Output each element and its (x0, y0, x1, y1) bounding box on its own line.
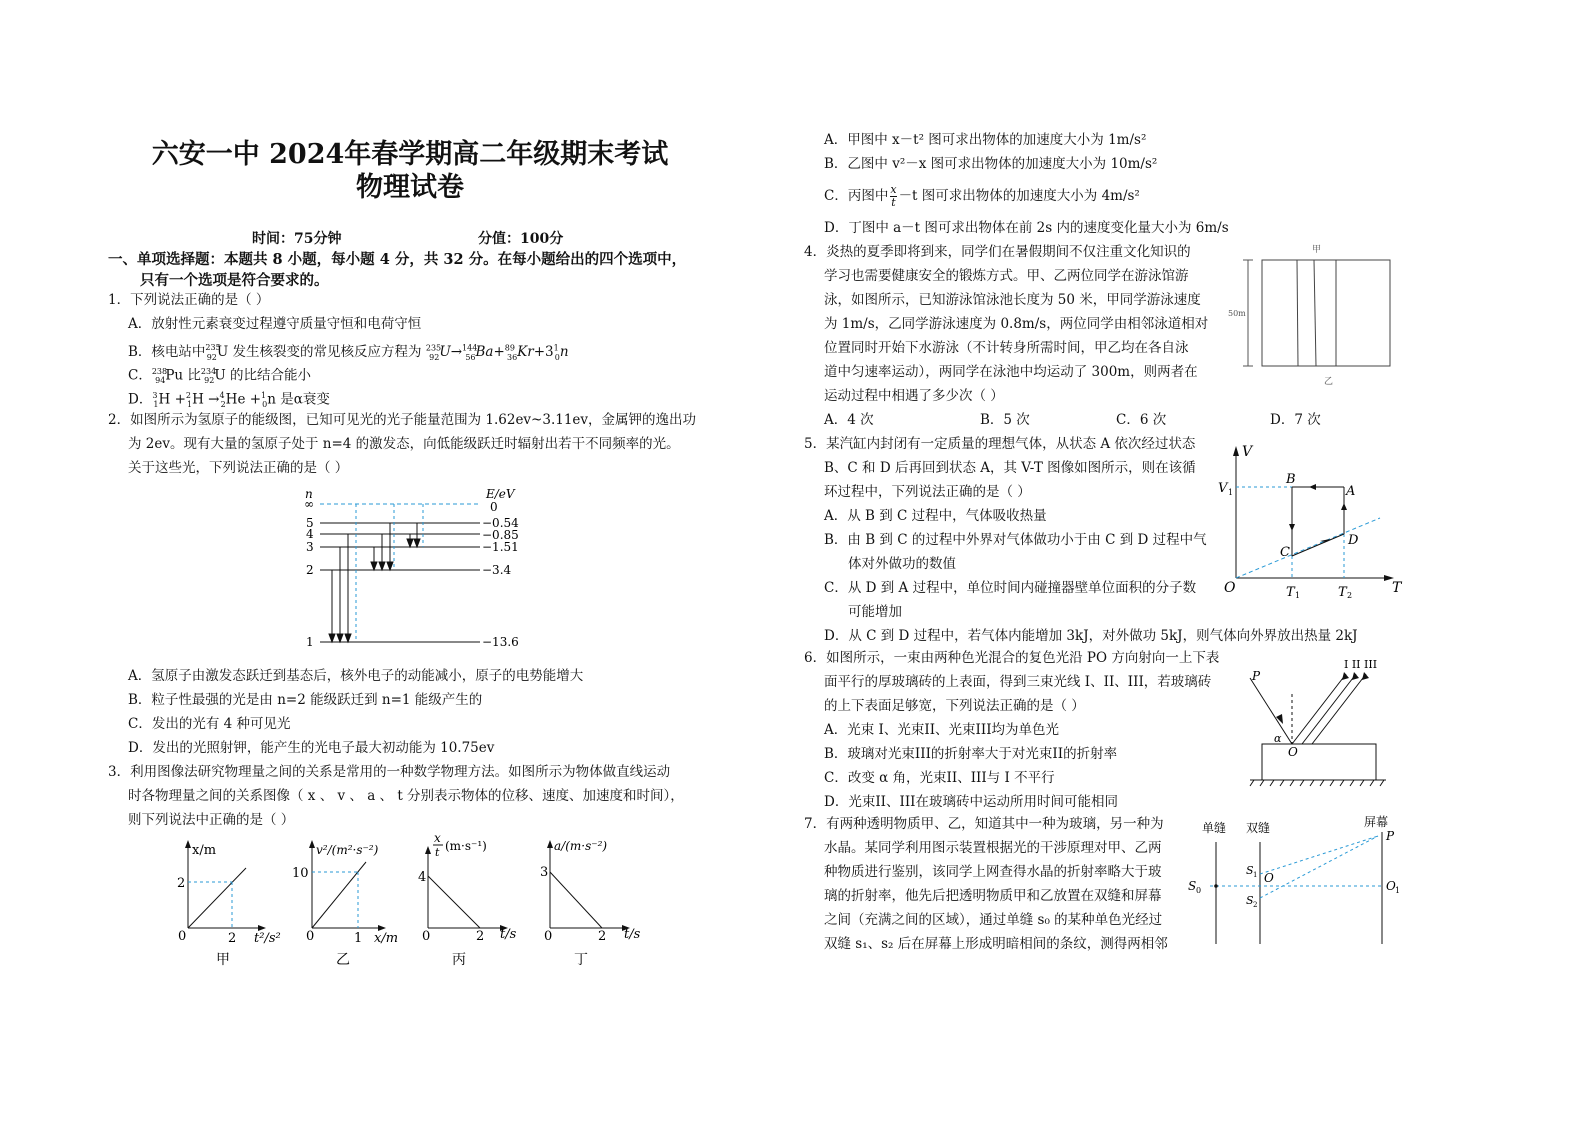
beam-1 (1292, 674, 1346, 744)
q6-option-b: B．玻璃对光束III的折射率大于对光束II的折射率 (824, 746, 1118, 762)
level-e-1: −13.6 (482, 635, 519, 649)
exam-score: 分值：100分 (478, 231, 564, 247)
q4-line3: 泳，如图所示，已知游泳馆泳池长度为 50 米，甲同学游泳速度 (824, 292, 1201, 308)
s0-label: S (1188, 879, 1197, 893)
graph-bing-line (428, 876, 480, 928)
q6-option-a: A．光束 I、光束II、光束III均为单色光 (824, 722, 1060, 738)
graph-bing-name: 丙 (452, 952, 466, 968)
q4-line4: 为 1m/s，乙同学游泳速度为 0.8m/s，两位同学由相邻泳道相对 (824, 316, 1209, 332)
graph-jia-line (188, 868, 246, 928)
level-n-1: 1 (306, 635, 314, 649)
path-s2-p (1260, 836, 1378, 898)
q2-option-c: C．发出的光有 4 种可见光 (128, 716, 291, 732)
q2-line1: 2．如图所示为氢原子的能级图，已知可见光的光子能量范围为 1.62ev~3.11ev，金属钾的逸出功 (108, 412, 697, 428)
level-n-2: 2 (306, 563, 314, 577)
pool-bottom-label: 乙 (1324, 377, 1334, 387)
q1-option-a: A．放射性元素衰变过程遵守质量守恒和电荷守恒 (128, 316, 422, 332)
q1-b-mid: U 发生核裂变的常见核反应方程为 (216, 344, 422, 360)
q3-option-c: C．丙图中 $\frac{x}{t}$ －t 图可求出物体的加速度大小为 4m/s² (824, 183, 1140, 209)
title-line1: 六安一中 2024年春学期高二年级期末考试 (151, 139, 669, 170)
ground-hatch (1250, 780, 1384, 786)
graph-bing-frac-x: x (434, 831, 441, 845)
s0-sub: 0 (1196, 886, 1202, 895)
graph-jia-ytick: 2 (177, 876, 186, 891)
q2-line3: 关于这些光，下列说法正确的是（ ） (128, 460, 349, 476)
vt-t1-label: T (1286, 585, 1295, 600)
glass-brick (1262, 744, 1376, 780)
graph-ding-ytick: 3 (540, 865, 549, 880)
graph-bing-origin: 0 (422, 929, 431, 944)
q4-option-d: D．7 次 (1270, 412, 1321, 428)
graph-bing (414, 830, 534, 971)
vt-point-c: C (1280, 545, 1290, 560)
q5-option-b1: B．由 B 到 C 的过程中外界对气体做功小于由 C 到 D 过程中气 (824, 532, 1207, 548)
level-e-inf: 0 (490, 500, 498, 514)
q3-c-post: －t 图可求出物体的加速度大小为 4m/s² (898, 188, 1140, 204)
q6-line2: 面平行的厚玻璃砖的上表面，得到三束光线 I、II、III，若玻璃砖 (824, 674, 1212, 690)
beam-2 (1302, 674, 1356, 744)
level-e-4: −0.85 (482, 528, 519, 542)
s1-sub: 1 (1253, 871, 1258, 879)
vt-path-cd (1292, 534, 1344, 556)
s1-label: S (1246, 864, 1254, 877)
level-n-4: 4 (306, 527, 314, 541)
graph-ding-line (550, 872, 602, 928)
q3-option-a: A．甲图中 x－t² 图可求出物体的加速度大小为 1m/s² (824, 132, 1147, 148)
s2-label: S (1246, 894, 1254, 907)
lane-divider-1 (1297, 260, 1298, 366)
double-slit-label: 双缝 (1246, 821, 1271, 835)
q7-line4: 璃的折射率，他先后把透明物质甲和乙放置在双缝和屏幕 (824, 888, 1162, 904)
q4-line2: 学习也需要健康安全的锻炼方式。甲、乙两位同学在游泳馆游 (824, 268, 1189, 284)
pool-rect (1262, 260, 1390, 366)
q4-line5: 位置同时开始下水游泳（不计转身所需时间，甲乙均在各自泳 (824, 340, 1189, 356)
graph-bing-ylabel: (m·s⁻¹) (445, 839, 487, 853)
vt-point-b: B (1286, 472, 1296, 487)
q7-line5: 之间（充满之间的区域），通过单缝 s₀ 的某种单色光经过 (824, 912, 1163, 928)
q3-line1: 3．利用图像法研究物理量之间的关系是常用的一种数学物理方法。如图所示为物体做直线运动 (108, 764, 671, 780)
graph-bing-xlabel: t/s (500, 927, 517, 942)
q7-line6: 双缝 s₁、s₂ 后在屏幕上形成明暗相间的条纹，测得两相邻 (824, 936, 1168, 952)
section1-line1: 一、单项选择题：本题共 8 小题，每小题 4 分，共 32 分。在每小题给出的四个选项中， (108, 251, 687, 268)
q5-line1: 5．某汽缸内封闭有一定质量的理想气体，从状态 A 依次经过状态 (804, 436, 1196, 452)
q1-option-c: C．$^{238}_{94}$Pu 比$^{234}_{92}$U 的比结合能小 (128, 367, 312, 386)
point-o-label: O (1288, 745, 1298, 759)
screen-label: 屏幕 (1364, 815, 1389, 829)
level-e-5: −0.54 (482, 516, 519, 530)
graph-yi-ylabel: v²/(m²·s⁻²) (316, 843, 379, 857)
vt-v1-sub: 1 (1228, 488, 1234, 497)
exam-time: 时间：75分钟 (252, 231, 342, 247)
q3-option-b: B．乙图中 v²－x 图可求出物体的加速度大小为 10m/s² (824, 156, 1158, 172)
q2-option-b: B．粒子性最强的光是由 n=2 能级跃迁到 n=1 能级产生的 (128, 692, 483, 708)
q1-c-text: Pu 比 (165, 367, 201, 384)
q4-option-c: C．6 次 (1116, 412, 1167, 428)
graph-jia-ylabel: x/m (192, 843, 217, 858)
p-label: P (1386, 829, 1395, 843)
graph-ding-origin: 0 (544, 929, 553, 944)
graph-yi-xlabel: x/m (374, 931, 399, 946)
path-s1-p (1260, 836, 1378, 874)
q2-option-d: D．发出的光照射钾，能产生的光电子最大初动能为 10.75ev (128, 740, 495, 756)
graph-yi-origin: 0 (306, 929, 315, 944)
energy-e-label: E/eV (486, 487, 515, 501)
graph-jia-xlabel: t²/s² (254, 931, 281, 946)
q3-option-d: D．丁图中 a－t 图可求出物体在前 2s 内的速度变化量大小为 6m/s (824, 220, 1229, 236)
graph-bing-frac-t: t (435, 846, 440, 859)
q4-line6: 道中匀速率运动），两同学在泳池中均运动了 300m，则两者在 (824, 364, 1198, 380)
q5-option-d: D．从 C 到 D 过程中，若气体内能增加 3kJ，对外做功 5kJ，则气体向外界放出热量 2kJ (824, 628, 1358, 644)
graph-yi-ytick: 10 (292, 866, 309, 881)
q5-line2: B、C 和 D 后再回到状态 A，其 V-T 图像如图所示，则在该循 (824, 460, 1196, 476)
q2-option-a: A．氢原子由激发态跃迁到基态后，核外电子的动能减小，原子的电势能增大 (128, 668, 584, 684)
graph-jia (170, 836, 290, 971)
vt-t2-sub: 2 (1347, 591, 1353, 600)
q7-line1: 7．有两种透明物质甲、乙，知道其中一种为玻璃，另一种为 (804, 816, 1164, 832)
q1-c-label: C． (128, 367, 152, 384)
q1-option-b: B．核电站中$^{235}_{92}$U 发生核裂变的常见核反应方程为 $^{235}_{92}U\to^{144}_{56}Ba+^{89}_{36}Kr+3^1_0n$ (128, 343, 569, 362)
q4-option-a: A．4 次 (824, 412, 874, 428)
title-line2: 物理试卷 (356, 172, 464, 203)
q7-line2: 水晶。某同学利用图示装置根据光的干涉原理对甲、乙两 (824, 840, 1162, 856)
angle-alpha-label: α (1274, 732, 1282, 745)
vt-dashed-line (1236, 518, 1380, 578)
level-n-5: 5 (306, 516, 314, 530)
q5-option-a: A．从 B 到 C 过程中，气体吸收热量 (824, 508, 1047, 524)
s2-sub: 2 (1253, 901, 1258, 909)
vt-v-axis: V (1242, 444, 1253, 460)
q4-line1: 4．炎热的夏季即将到来，同学们在暑假期间不仅注重文化知识的 (804, 244, 1191, 260)
q6-option-c: C．改变 α 角，光束II、III与 I 不平行 (824, 770, 1055, 786)
ray-p-label: P (1252, 669, 1261, 683)
lane-divider-2 (1314, 260, 1316, 366)
q1-option-d: D．$^3_1$H +$^2_1$H →$^4_2$He +$^1_0$n 是α衰变 (128, 391, 330, 410)
level-e-3: −1.51 (482, 540, 519, 554)
graph-ding-xlabel: t/s (624, 927, 641, 942)
q6-line1: 6．如图所示，一束由两种色光混合的复色光沿 PO 方向射向一上下表 (804, 650, 1220, 666)
graph-yi-xtick: 1 (354, 931, 363, 946)
q5-line3: 环过程中，下列说法正确的是（ ） (824, 484, 1031, 500)
double-slit-figure (1186, 812, 1406, 948)
q1-d-text: 是α衰变 (280, 391, 330, 408)
graph-ding-name: 丁 (574, 952, 588, 968)
level-n-3: 3 (306, 540, 314, 554)
q5-option-c1: C．从 D 到 A 过程中，单位时间内碰撞器壁单位面积的分子数 (824, 580, 1197, 596)
q3-line3: 则下列说法中正确的是（ ） (128, 812, 295, 828)
q6-line3: 的上下表面足够宽，下列说法正确的是（ ） (824, 698, 1085, 714)
vt-point-d: D (1348, 533, 1359, 548)
q4-option-b: B．5 次 (980, 412, 1030, 428)
graph-jia-name: 甲 (216, 952, 230, 968)
vt-t1-sub: 1 (1295, 591, 1301, 600)
incident-ray (1250, 678, 1292, 744)
q7-line3: 种物质进行鉴别，该同学上网查得水晶的折射率略大于玻 (824, 864, 1162, 880)
graph-jia-xtick: 2 (228, 931, 237, 946)
transitions-to-3 (407, 523, 420, 547)
graph-jia-origin: 0 (178, 929, 187, 944)
beam-labels: I II III (1344, 658, 1378, 671)
q1-b-equation: $^{235}_{92}U\to^{144}_{56}Ba+^{89}_{36}Kr+3^1_0n$ (425, 343, 569, 362)
energy-n-label: n (305, 487, 313, 501)
energy-level-diagram (290, 484, 530, 656)
o1-label: O (1386, 879, 1396, 893)
q6-option-d: D．光束II、III在玻璃砖中运动所用时间可能相同 (824, 794, 1118, 810)
q1-stem: 1．下列说法正确的是（ ） (108, 292, 270, 308)
q1-b-prefix: B．核电站中 (128, 344, 206, 360)
q4-line7: 运动过程中相遇了多少次（ ） (824, 388, 1004, 404)
graph-ding-ylabel: a/(m·s⁻²) (554, 839, 608, 853)
graph-bing-ytick: 4 (418, 870, 427, 885)
q1-c-text2: U 的比结合能小 (214, 367, 312, 384)
level-e-2: −3.4 (482, 563, 512, 577)
pool-top-label: 甲 (1312, 245, 1322, 255)
vt-diagram (1216, 440, 1406, 602)
q2-line2: 为 2ev。现有大量的氢原子处于 n=4 的激发态，向低能级跃迁时辐射出若干不同频率的光。 (128, 436, 680, 452)
graph-ding (536, 836, 656, 971)
q3-c-prefix: C．丙图中 (824, 188, 889, 204)
section1-line2: 只有一个选项是符合要求的。 (140, 272, 329, 289)
glass-brick-figure (1240, 654, 1390, 790)
q5-option-c2: 可能增加 (848, 604, 902, 620)
level-n-inf: ∞ (304, 497, 314, 511)
vt-v1-label: V (1218, 481, 1228, 496)
pool-figure (1226, 240, 1406, 390)
vt-point-a: A (1346, 484, 1356, 499)
single-slit-label: 单缝 (1202, 821, 1227, 835)
graph-yi-name: 乙 (336, 952, 350, 968)
vt-origin: O (1224, 580, 1236, 596)
vt-t2-label: T (1338, 585, 1347, 600)
graph-yi (292, 836, 412, 971)
vt-t-axis: T (1392, 580, 1402, 596)
o-label: O (1264, 871, 1274, 885)
graph-ding-xtick: 2 (598, 929, 607, 944)
graph-bing-xtick: 2 (476, 929, 485, 944)
o1-sub: 1 (1395, 886, 1401, 895)
beam-3 (1312, 674, 1366, 744)
q5-option-b2: 体对外做功的数值 (848, 556, 956, 572)
transitions-to-1 (329, 534, 351, 642)
pool-length-label: 50m (1228, 309, 1246, 318)
q3-line2: 时各物理量之间的关系图像（ x 、 v 、 a 、 t 分别表示物体的位移、速度、加速度和时间）， (128, 788, 684, 804)
